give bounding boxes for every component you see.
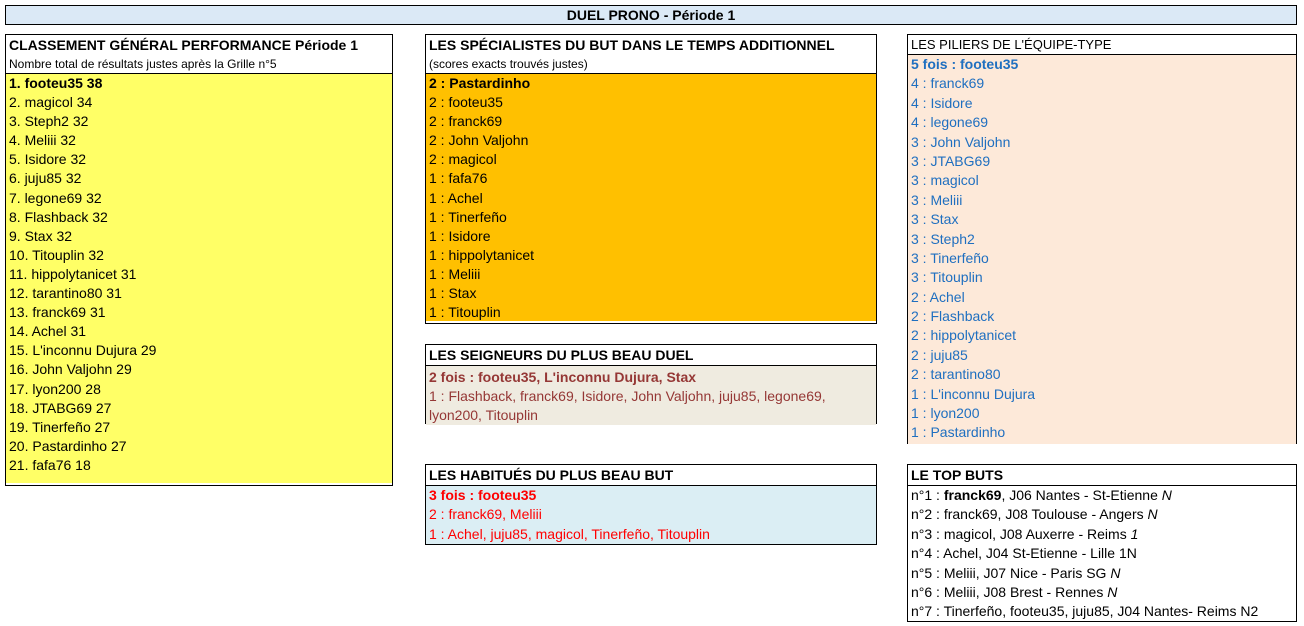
topbuts-title: LE TOP BUTS bbox=[908, 465, 1296, 486]
list-item: 1 : Achel, juju85, magicol, Tinerfeño, Titouplin bbox=[429, 525, 710, 542]
list-item: 3 : JTABG69 bbox=[911, 152, 991, 169]
list-item: 8. Flashback 32 bbox=[9, 208, 108, 225]
list-item: 1 : Achel bbox=[429, 189, 483, 206]
list-item: 1 : L'inconnu Dujura bbox=[911, 385, 1036, 402]
list-item: 21. fafa76 18 bbox=[9, 456, 91, 473]
piliers-title: LES PILIERS DE L'ÉQUIPE-TYPE bbox=[908, 35, 1296, 55]
top-but-row bbox=[911, 602, 1293, 621]
top-but-match: , J04 Nantes- Reims bbox=[1109, 603, 1241, 620]
top-but-match: , J08 Auxerre - Reims bbox=[992, 525, 1131, 542]
classement-subtitle: Nombre total de résultats justes après la Grille n°5 bbox=[6, 55, 392, 74]
top-but-rank: n°4 : bbox=[911, 545, 944, 562]
top-but-row bbox=[911, 564, 1293, 583]
list-item: 6. juju85 32 bbox=[9, 170, 82, 187]
top-but-match: , J08 Brest - Rennes bbox=[975, 583, 1108, 600]
list-item: 9. Stax 32 bbox=[9, 227, 73, 244]
top-but-match: , J06 Nantes - St-Etienne bbox=[1001, 487, 1162, 503]
piliers-panel bbox=[907, 34, 1297, 444]
list-item: 3 : Meliii bbox=[911, 191, 963, 208]
list-item: 2 : footeu35 bbox=[429, 94, 503, 111]
classement-list bbox=[6, 74, 392, 483]
topbuts-list bbox=[908, 486, 1296, 622]
top-but-result: N bbox=[1161, 487, 1172, 503]
list-item: 13. franck69 31 bbox=[9, 304, 106, 321]
top-but-result: N bbox=[1107, 583, 1118, 600]
specialistes-panel bbox=[425, 34, 877, 324]
top-but-rank: n°1 : bbox=[911, 487, 944, 503]
list-item: 2. magicol 34 bbox=[9, 94, 93, 111]
list-item: 2 : Pastardinho bbox=[429, 75, 531, 91]
list-item: 2 : John Valjohn bbox=[429, 132, 529, 149]
top-but-rank: n°7 : bbox=[911, 603, 944, 620]
top-but-match: , J04 St-Etienne - Lille bbox=[978, 545, 1119, 562]
specialistes-subtitle: (scores exacts trouvés justes) bbox=[426, 55, 876, 74]
seigneurs-title: LES SEIGNEURS DU PLUS BEAU DUEL bbox=[426, 345, 876, 366]
list-item: 3 : John Valjohn bbox=[911, 133, 1011, 150]
seigneurs-rest: 1 : Flashback, franck69, Isidore, John Valjohn, juju85, legone69, lyon200, Titouplin bbox=[429, 388, 826, 423]
list-item: 1 : Meliii bbox=[429, 265, 481, 282]
list-item: 4 : legone69 bbox=[911, 114, 989, 131]
classement-panel bbox=[5, 34, 393, 486]
list-item: 3 : Titouplin bbox=[911, 269, 983, 286]
top-but-player: Achel bbox=[943, 545, 979, 562]
classement-title: CLASSEMENT GÉNÉRAL PERFORMANCE Période 1 bbox=[9, 37, 359, 53]
top-but-row bbox=[911, 505, 1293, 524]
top-but-match: , J08 Toulouse - Angers bbox=[997, 506, 1148, 523]
list-item: 18. JTABG69 27 bbox=[9, 399, 112, 416]
specialistes-title: LES SPÉCIALISTES DU BUT DANS LE TEMPS ADDITIONNEL bbox=[429, 37, 835, 53]
list-item: 2 : hippolytanicet bbox=[911, 327, 1017, 344]
top-but-rank: n°2 : bbox=[911, 506, 944, 523]
list-item: 3 : Stax bbox=[911, 211, 959, 228]
list-item: 1 : Tinerfeño bbox=[429, 208, 507, 225]
list-item: 20. Pastardinho 27 bbox=[9, 437, 127, 454]
list-item: 2 : Flashback bbox=[911, 308, 995, 325]
list-item: 2 : franck69, Meliii bbox=[429, 506, 542, 523]
top-but-row bbox=[911, 583, 1293, 602]
list-item: 16. John Valjohn 29 bbox=[9, 361, 132, 378]
list-item: 15. L'inconnu Dujura 29 bbox=[9, 342, 157, 359]
list-item: 2 : franck69 bbox=[429, 113, 503, 130]
list-item: 14. Achel 31 bbox=[9, 323, 87, 340]
list-item: 1 : fafa76 bbox=[429, 170, 488, 187]
list-item: 11. hippolytanicet 31 bbox=[9, 265, 137, 282]
list-item: 5. Isidore 32 bbox=[9, 151, 87, 168]
top-but-player: Meliii bbox=[943, 564, 976, 581]
list-item: 2 : tarantino80 bbox=[911, 366, 1001, 383]
topbuts-panel bbox=[907, 464, 1297, 622]
list-item: 2 : magicol bbox=[429, 151, 497, 168]
list-item: 3 : Steph2 bbox=[911, 230, 975, 247]
list-item: 1 : Titouplin bbox=[429, 304, 501, 321]
list-item: 3 : Tinerfeño bbox=[911, 249, 989, 266]
list-item: 4 : franck69 bbox=[911, 75, 985, 92]
top-but-row bbox=[911, 525, 1293, 544]
seigneurs-panel bbox=[425, 344, 877, 424]
page-title: DUEL PRONO - Période 1 bbox=[5, 5, 1297, 25]
top-but-player: Tinerfeño, footeu35, juju85 bbox=[943, 603, 1110, 620]
list-item: 2 : Achel bbox=[911, 288, 965, 305]
habitues-panel bbox=[425, 464, 877, 545]
list-item: 1 : Pastardinho bbox=[911, 424, 1006, 441]
top-but-player: franck69 bbox=[943, 487, 1002, 503]
list-item: 3. Steph2 32 bbox=[9, 113, 89, 130]
top-but-rank: n°5 : bbox=[911, 564, 944, 581]
top-but-row bbox=[911, 486, 1293, 505]
top-but-result: N2 bbox=[1240, 603, 1259, 620]
specialistes-list bbox=[426, 74, 876, 321]
list-item: 7. legone69 32 bbox=[9, 189, 102, 206]
list-item: 10. Titouplin 32 bbox=[9, 246, 104, 263]
top-but-player: magicol bbox=[943, 525, 993, 542]
seigneurs-lead: 2 fois : footeu35, L'inconnu Dujura, Stax bbox=[429, 369, 697, 385]
top-but-result: 1N bbox=[1118, 545, 1137, 562]
top-but-rank: n°6 : bbox=[911, 583, 944, 600]
list-item: 17. lyon200 28 bbox=[9, 380, 101, 397]
list-item: 5 fois : footeu35 bbox=[911, 56, 1019, 72]
list-item: 1 : Stax bbox=[429, 285, 477, 302]
list-item: 4 : Isidore bbox=[911, 94, 973, 111]
list-item: 12. tarantino80 31 bbox=[9, 285, 122, 302]
top-but-match: , J07 Nice - Paris SG bbox=[975, 564, 1111, 581]
list-item: 3 fois : footeu35 bbox=[429, 487, 537, 503]
top-but-player: franck69 bbox=[943, 506, 998, 523]
list-item: 1. footeu35 38 bbox=[9, 75, 103, 91]
top-but-player: Meliii bbox=[943, 583, 976, 600]
top-but-row bbox=[911, 544, 1293, 563]
list-item: 1 : lyon200 bbox=[911, 405, 980, 422]
list-item: 1 : Isidore bbox=[429, 227, 491, 244]
top-but-result: N bbox=[1110, 564, 1121, 581]
habitues-list bbox=[426, 486, 876, 544]
seigneurs-body bbox=[426, 366, 876, 425]
list-item: 2 : juju85 bbox=[911, 346, 968, 363]
top-but-rank: n°3 : bbox=[911, 525, 944, 542]
list-item: 3 : magicol bbox=[911, 172, 979, 189]
piliers-list bbox=[908, 55, 1296, 444]
list-item: 4. Meliii 32 bbox=[9, 132, 76, 149]
list-item: 1 : hippolytanicet bbox=[429, 246, 535, 263]
habitues-title: LES HABITUÉS DU PLUS BEAU BUT bbox=[426, 465, 876, 486]
top-but-result: 1 bbox=[1130, 525, 1139, 542]
top-but-result: N bbox=[1147, 506, 1158, 523]
list-item: 19. Tinerfeño 27 bbox=[9, 418, 111, 435]
